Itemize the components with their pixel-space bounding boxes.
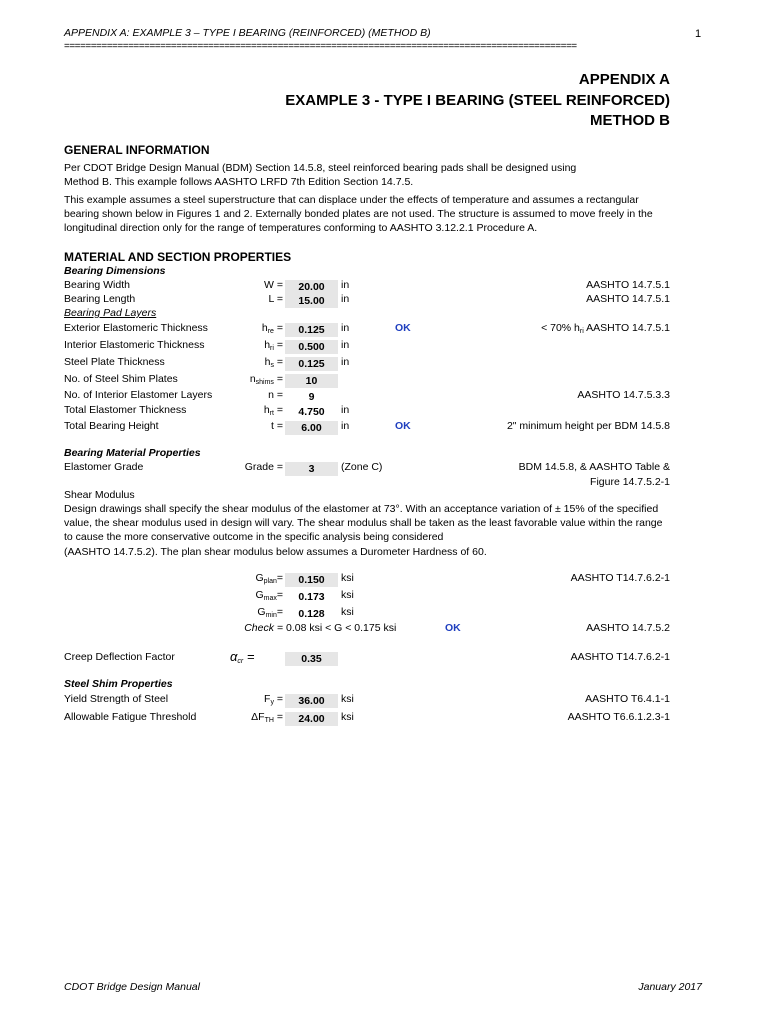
value-cell: 4.750 <box>298 406 325 418</box>
value-cell: 0.125 <box>285 323 338 337</box>
row-g-max: $G_{max}=$ 0.173 ksi <box>255 589 354 603</box>
general-para-1a: Per CDOT Bridge Design Manual (BDM) Section 14.5.8, steel reinforced bearing pads shall be designed using <box>64 162 577 174</box>
value-cell: 9 <box>308 391 315 403</box>
value-cell: 0.173 <box>298 591 325 603</box>
material-heading: MATERIAL AND SECTION PROPERTIES <box>64 250 292 264</box>
ok-badge: OK <box>445 622 461 634</box>
shear-modulus-para-2: (AASHTO 14.7.5.2). The plan shear modulus below assumes a Durometer Hardness of 60. <box>64 546 487 558</box>
value-cell: 6.00 <box>285 421 338 435</box>
row-total-height: Total Bearing Height t = 6.00 in OK 2" minimum height per BDM 14.5.8 <box>64 420 670 434</box>
row-interior-layers: No. of Interior Elastomer Layers n = 9 AASHTO 14.7.5.3.3 <box>64 389 670 403</box>
value-cell: 0.128 <box>298 608 325 620</box>
value-cell: 15.00 <box>285 294 338 308</box>
row-bearing-length: Bearing Length L = 15.00 in AASHTO 14.7.5.1 <box>64 293 670 307</box>
value-cell: 0.500 <box>285 340 338 354</box>
value-cell: 24.00 <box>285 712 338 726</box>
row-g-plan: $G_{plan}=$ 0.150 ksi AASHTO T14.7.6.2-1 <box>255 572 670 586</box>
bearing-pad-layers-heading: Bearing Pad Layers <box>64 307 157 319</box>
row-elastomer-grade: Elastomer Grade Grade = 3 (Zone C) BDM 14.5.8, & AASHTO Table & <box>64 461 670 475</box>
value-cell: 0.35 <box>285 652 338 666</box>
title-line-3: METHOD B <box>590 112 670 129</box>
bearing-material-heading: Bearing Material Properties <box>64 447 201 459</box>
footer-left: CDOT Bridge Design Manual <box>64 981 200 993</box>
title-line-1: APPENDIX A <box>578 71 670 88</box>
grade-ref-line-2: Figure 14.7.5.2-1 <box>590 476 670 488</box>
row-interior-thickness: Interior Elastomeric Thickness $h_{ri}$ = 0.500 in <box>64 339 350 353</box>
general-para-1b: Method B. This example follows AASHTO LRFD 7th Edition Section 14.7.5. <box>64 176 414 188</box>
value-cell: 36.00 <box>285 694 338 708</box>
row-yield-strength: Yield Strength of Steel $F_y$ = 36.00 ksi AASHTO T6.4.1-1 <box>64 693 670 707</box>
ok-badge: OK <box>395 322 411 334</box>
running-header: APPENDIX A: EXAMPLE 3 – TYPE I BEARING (REINFORCED) (METHOD B) <box>64 27 431 39</box>
header-rule: ================================================================================================ <box>64 41 577 52</box>
row-g-min: $G_{min}=$ 0.128 ksi <box>257 606 354 620</box>
shear-modulus-para: Design drawings shall specify the shear modulus of the elastomer at 73°. With an acceptance variation of ± 15% of the specified value, the shear modulus used in design will vary. The shear modulus shall be taken as the least favorable value within the range to cause the more conservative outcome in the specific analysis being considered <box>64 503 663 543</box>
row-steel-shim-count: No. of Steel Shim Plates $n_{shims}$ = 10 <box>0 373 768 389</box>
value-cell: 3 <box>285 462 338 476</box>
general-para-2: This example assumes a steel superstructure that can displace under the effects of temperature and assumes a rectangular bearing shown below in Figures 1 and 2. Externally bonded plates are not used. The structure is assumed to move freely in the longitudinal direction only for the range of temperatures conforming to AASHTO 3.12.2.1 Procedure A. <box>64 194 653 234</box>
general-info-heading: GENERAL INFORMATION <box>64 143 210 157</box>
steel-shim-heading: Steel Shim Properties <box>64 678 173 690</box>
page-number: 1 <box>695 28 702 40</box>
value-cell: 0.125 <box>285 357 338 371</box>
shear-modulus-heading: Shear Modulus <box>64 489 135 501</box>
row-fatigue-threshold: Allowable Fatigue Threshold $\Delta F_{TH}$ = 24.00 ksi AASHTO T6.6.1.2.3-1 <box>64 711 670 725</box>
row-bearing-width: Bearing Width W = 20.00 in AASHTO 14.7.5.1 <box>64 279 670 293</box>
value-cell: 0.150 <box>285 573 338 587</box>
row-total-elastomer: Total Elastomer Thickness $h_{rt}$ = 4.750 in <box>64 404 350 418</box>
row-exterior-thickness: Exterior Elastomeric Thickness $h_{re}$ = 0.125 in OK < 70% $h_{ri}$ AASHTO 14.7.5.1 <box>64 322 670 336</box>
row-steel-plate-thickness: Steel Plate Thickness $h_s$ = 0.125 in <box>64 356 350 370</box>
footer-right: January 2017 <box>638 981 702 993</box>
row-creep-factor: Creep Deflection Factor $\alpha_{cr}$ = 0.35 AASHTO T14.7.6.2-1 <box>64 649 670 665</box>
value-cell: 10 <box>285 374 338 388</box>
bearing-dimensions-heading: Bearing Dimensions <box>64 265 166 277</box>
value-cell: 20.00 <box>285 280 338 294</box>
title-line-2: EXAMPLE 3 - TYPE I BEARING (STEEL REINFORCED) <box>285 92 670 109</box>
ok-badge: OK <box>395 420 411 432</box>
row-check: Check = 0.08 ksi < G < 0.175 ksi OK AASHTO 14.7.5.2 <box>244 622 670 634</box>
